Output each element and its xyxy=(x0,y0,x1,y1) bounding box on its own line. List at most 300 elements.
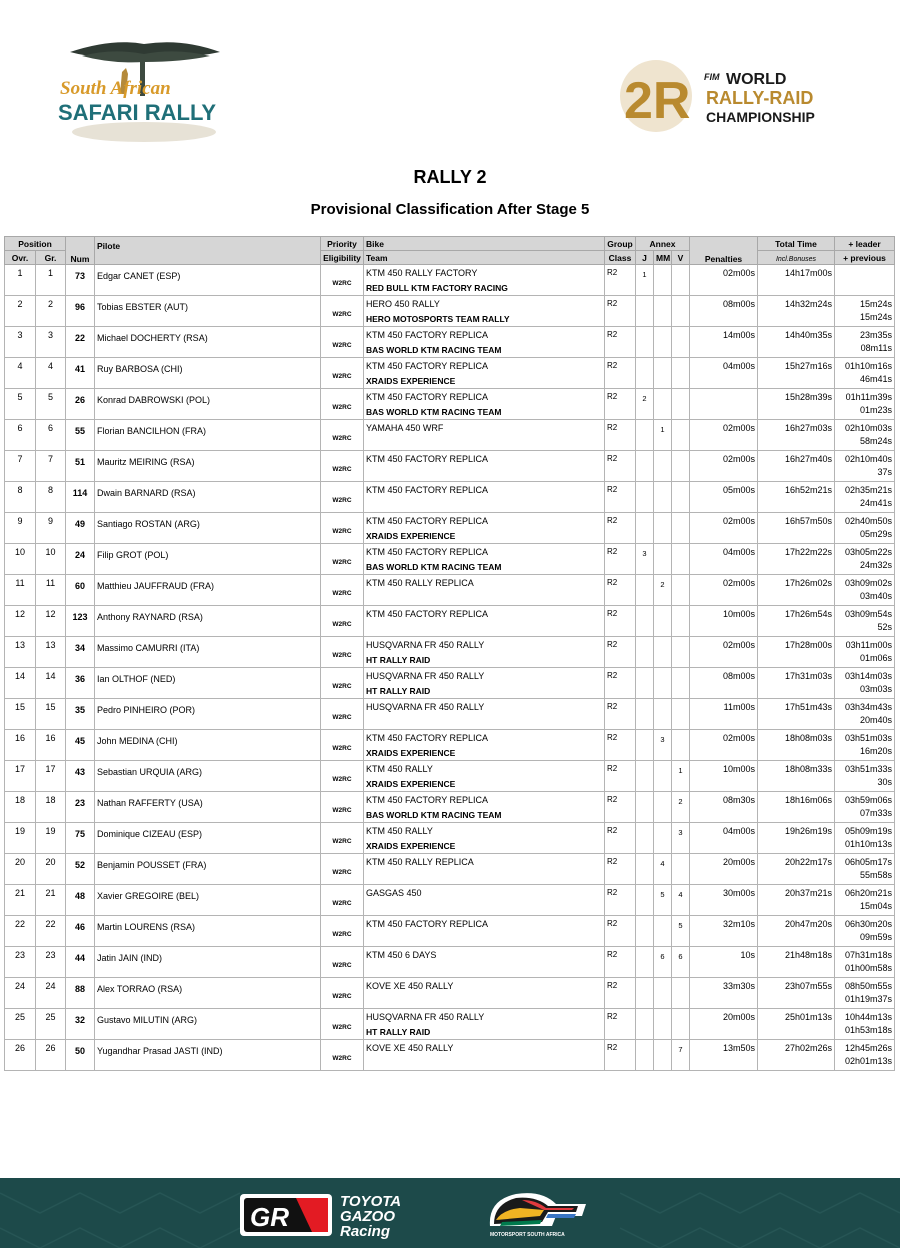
gap-leader: 05h09m19s xyxy=(844,826,892,836)
group-class: R2 xyxy=(605,575,636,606)
header-priority: Priority xyxy=(321,237,364,251)
gap-previous: 55m58s xyxy=(859,870,892,880)
annex-v xyxy=(672,389,690,420)
bike-name: KTM 450 6 DAYS xyxy=(366,950,437,960)
bike-team-cell xyxy=(364,544,605,575)
eligibility-cell xyxy=(321,265,364,296)
eligibility-cell xyxy=(321,978,364,1009)
total-time: 20h47m20s xyxy=(758,916,835,947)
group-class: R2 xyxy=(605,544,636,575)
table-row xyxy=(5,1040,895,1071)
pilote-cell xyxy=(95,451,321,482)
pilote-cell xyxy=(95,482,321,513)
pilote-name: Gustavo MILUTIN (ARG) xyxy=(97,1015,198,1025)
annex-mm xyxy=(654,389,672,420)
gap-previous: 15m04s xyxy=(859,901,892,911)
gap-cell xyxy=(835,668,895,699)
gap-previous: 01m23s xyxy=(859,405,892,415)
group-position: 19 xyxy=(36,823,66,854)
group-class: R2 xyxy=(605,854,636,885)
table-row xyxy=(5,947,895,978)
total-time: 16h27m03s xyxy=(758,420,835,451)
table-row xyxy=(5,451,895,482)
race-number: 32 xyxy=(66,1009,95,1040)
penalties: 13m50s xyxy=(690,1040,758,1071)
total-time: 15h28m39s xyxy=(758,389,835,420)
pilote-cell xyxy=(95,823,321,854)
eligibility-badge: W2RC xyxy=(332,776,352,783)
gap-previous: 15m24s xyxy=(859,312,892,322)
bike-team-cell xyxy=(364,916,605,947)
annex-mm xyxy=(654,978,672,1009)
header-total-time: Total Time xyxy=(758,237,835,251)
table-row xyxy=(5,854,895,885)
race-number: 55 xyxy=(66,420,95,451)
gap-cell xyxy=(835,854,895,885)
group-position: 15 xyxy=(36,699,66,730)
pilote-cell xyxy=(95,327,321,358)
total-time: 18h08m03s xyxy=(758,730,835,761)
eligibility-badge: W2RC xyxy=(332,342,352,349)
annex-j xyxy=(636,420,654,451)
group-class: R2 xyxy=(605,823,636,854)
pilote-cell xyxy=(95,1009,321,1040)
eligibility-cell xyxy=(321,544,364,575)
table-row xyxy=(5,482,895,513)
table-row xyxy=(5,916,895,947)
group-position: 18 xyxy=(36,792,66,823)
gap-leader: 06h20m21s xyxy=(844,888,892,898)
svg-text:CHAMPIONSHIP: CHAMPIONSHIP xyxy=(706,109,815,125)
annex-mm xyxy=(654,544,672,575)
gap-leader: 10h44m13s xyxy=(844,1012,892,1022)
table-row xyxy=(5,358,895,389)
group-class: R2 xyxy=(605,389,636,420)
group-class: R2 xyxy=(605,1009,636,1040)
pilote-name: Alex TORRAO (RSA) xyxy=(97,984,183,994)
eligibility-cell xyxy=(321,792,364,823)
penalties: 02m00s xyxy=(690,265,758,296)
eligibility-badge: W2RC xyxy=(332,528,352,535)
eligibility-cell xyxy=(321,606,364,637)
bike-team-cell xyxy=(364,575,605,606)
pilote-name: Massimo CAMURRI (ITA) xyxy=(97,643,200,653)
pilote-cell xyxy=(95,296,321,327)
world-rally-raid-championship-logo xyxy=(618,52,838,144)
race-number: 45 xyxy=(66,730,95,761)
penalties xyxy=(690,389,758,420)
annex-mm xyxy=(654,1040,672,1071)
bike-team-cell xyxy=(364,389,605,420)
annex-mm xyxy=(654,606,672,637)
penalties: 20m00s xyxy=(690,1009,758,1040)
overall-position: 15 xyxy=(5,699,36,730)
penalties: 11m00s xyxy=(690,699,758,730)
pilote-name: Filip GROT (POL) xyxy=(97,550,169,560)
gap-cell xyxy=(835,823,895,854)
header-mm: MM xyxy=(654,251,672,265)
pilote-cell xyxy=(95,575,321,606)
annex-mm xyxy=(654,637,672,668)
gap-previous: 05m29s xyxy=(859,529,892,539)
bike-team-cell xyxy=(364,637,605,668)
svg-text:GAZOO: GAZOO xyxy=(340,1208,395,1225)
penalties: 02m00s xyxy=(690,575,758,606)
pilote-name: Xavier GREGOIRE (BEL) xyxy=(97,891,200,901)
group-position: 5 xyxy=(36,389,66,420)
bike-name: GASGAS 450 xyxy=(366,888,422,898)
bike-name: KTM 450 FACTORY REPLICA xyxy=(366,485,489,495)
svg-text:WORLD: WORLD xyxy=(726,71,787,88)
table-row xyxy=(5,1009,895,1040)
group-position: 14 xyxy=(36,668,66,699)
eligibility-badge: W2RC xyxy=(332,962,352,969)
pilote-cell xyxy=(95,699,321,730)
table-row xyxy=(5,606,895,637)
gap-cell xyxy=(835,420,895,451)
eligibility-badge: W2RC xyxy=(332,1024,352,1031)
race-number: 123 xyxy=(66,606,95,637)
header-bike: Bike xyxy=(364,237,605,251)
gap-previous: 01h00m58s xyxy=(844,963,892,973)
pilote-name: Santiago ROSTAN (ARG) xyxy=(97,519,200,529)
eligibility-badge: W2RC xyxy=(332,621,352,628)
eligibility-cell xyxy=(321,358,364,389)
group-class: R2 xyxy=(605,513,636,544)
header-j: J xyxy=(636,251,654,265)
annex-j: 3 xyxy=(636,544,654,575)
gap-cell xyxy=(835,606,895,637)
table-row xyxy=(5,296,895,327)
penalties: 04m00s xyxy=(690,358,758,389)
team-name: XRAIDS EXPERIENCE xyxy=(366,376,456,386)
pilote-name: Ruy BARBOSA (CHI) xyxy=(97,364,183,374)
bike-team-cell xyxy=(364,420,605,451)
table-row xyxy=(5,265,895,296)
gap-leader: 02h40m50s xyxy=(844,516,892,526)
overall-position: 18 xyxy=(5,792,36,823)
annex-mm xyxy=(654,699,672,730)
eligibility-badge: W2RC xyxy=(332,714,352,721)
gap-cell xyxy=(835,575,895,606)
gap-previous: 03m40s xyxy=(859,591,892,601)
pilote-cell xyxy=(95,544,321,575)
pilote-name: Anthony RAYNARD (RSA) xyxy=(97,612,203,622)
gap-leader: 15m24s xyxy=(859,299,892,309)
penalties: 32m10s xyxy=(690,916,758,947)
team-name: XRAIDS EXPERIENCE xyxy=(366,841,456,851)
annex-mm xyxy=(654,916,672,947)
penalties: 14m00s xyxy=(690,327,758,358)
annex-j xyxy=(636,1040,654,1071)
bike-team-cell xyxy=(364,296,605,327)
eligibility-cell xyxy=(321,513,364,544)
eligibility-badge: W2RC xyxy=(332,1055,352,1062)
group-position: 9 xyxy=(36,513,66,544)
annex-j xyxy=(636,916,654,947)
group-class: R2 xyxy=(605,358,636,389)
page-subtitle: Provisional Classification After Stage 5 xyxy=(310,201,590,218)
pilote-name: Jatin JAIN (IND) xyxy=(97,953,163,963)
eligibility-badge: W2RC xyxy=(332,900,352,907)
race-number: 88 xyxy=(66,978,95,1009)
header-gr: Gr. xyxy=(36,251,66,265)
classification-body xyxy=(5,265,895,1071)
bike-name: KOVE XE 450 RALLY xyxy=(366,981,454,991)
overall-position: 10 xyxy=(5,544,36,575)
pilote-cell xyxy=(95,947,321,978)
bike-name: KTM 450 RALLY REPLICA xyxy=(366,857,474,867)
race-number: 35 xyxy=(66,699,95,730)
eligibility-badge: W2RC xyxy=(332,869,352,876)
overall-position: 16 xyxy=(5,730,36,761)
team-name: HT RALLY RAID xyxy=(366,655,431,665)
annex-mm xyxy=(654,668,672,699)
overall-position: 7 xyxy=(5,451,36,482)
header-v: V xyxy=(672,251,690,265)
pilote-cell xyxy=(95,358,321,389)
header-penalties: Penalties xyxy=(690,237,758,265)
group-class: R2 xyxy=(605,420,636,451)
gap-leader: 03h05m22s xyxy=(844,547,892,557)
table-row xyxy=(5,513,895,544)
total-time: 21h48m18s xyxy=(758,947,835,978)
gap-previous: 07m33s xyxy=(859,808,892,818)
eligibility-cell xyxy=(321,451,364,482)
gap-cell xyxy=(835,544,895,575)
gap-cell xyxy=(835,947,895,978)
gap-previous: 52s xyxy=(877,622,892,632)
pilote-name: Benjamin POUSSET (FRA) xyxy=(97,860,207,870)
overall-position: 5 xyxy=(5,389,36,420)
total-time: 18h16m06s xyxy=(758,792,835,823)
bike-name: KTM 450 FACTORY REPLICA xyxy=(366,733,489,743)
team-name: HT RALLY RAID xyxy=(366,1027,431,1037)
group-class: R2 xyxy=(605,265,636,296)
bike-team-cell xyxy=(364,761,605,792)
gap-previous: 37s xyxy=(877,467,892,477)
annex-v xyxy=(672,420,690,451)
bike-name: KTM 450 FACTORY REPLICA xyxy=(366,609,489,619)
overall-position: 2 xyxy=(5,296,36,327)
team-name: XRAIDS EXPERIENCE xyxy=(366,779,456,789)
header-ovr: Ovr. xyxy=(5,251,36,265)
gap-leader: 03h51m03s xyxy=(844,733,892,743)
gap-leader: 03h14m03s xyxy=(844,671,892,681)
total-time: 14h17m00s xyxy=(758,265,835,296)
race-number: 51 xyxy=(66,451,95,482)
group-class: R2 xyxy=(605,482,636,513)
total-time: 27h02m26s xyxy=(758,1040,835,1071)
svg-text:FIM: FIM xyxy=(704,72,720,82)
group-position: 12 xyxy=(36,606,66,637)
gap-leader: 23m35s xyxy=(859,330,892,340)
bike-name: HUSQVARNA FR 450 RALLY xyxy=(366,1012,485,1022)
gap-cell xyxy=(835,885,895,916)
penalties: 08m00s xyxy=(690,296,758,327)
svg-text:2R: 2R xyxy=(624,72,691,130)
team-name: HT RALLY RAID xyxy=(366,686,431,696)
group-class: R2 xyxy=(605,885,636,916)
race-number: 114 xyxy=(66,482,95,513)
annex-v: 1 xyxy=(672,761,690,792)
annex-mm xyxy=(654,761,672,792)
pilote-cell xyxy=(95,916,321,947)
race-number: 50 xyxy=(66,1040,95,1071)
gap-leader: 07h31m18s xyxy=(844,950,892,960)
total-time: 20h22m17s xyxy=(758,854,835,885)
gap-leader: 06h05m17s xyxy=(844,857,892,867)
eligibility-cell xyxy=(321,947,364,978)
race-number: 96 xyxy=(66,296,95,327)
annex-mm xyxy=(654,1009,672,1040)
bike-name: KTM 450 RALLY xyxy=(366,826,433,836)
annex-j xyxy=(636,854,654,885)
eligibility-cell xyxy=(321,761,364,792)
gap-cell xyxy=(835,482,895,513)
overall-position: 14 xyxy=(5,668,36,699)
table-row xyxy=(5,978,895,1009)
group-class: R2 xyxy=(605,1040,636,1071)
table-row xyxy=(5,668,895,699)
header-row-1 xyxy=(5,237,895,251)
eligibility-badge: W2RC xyxy=(332,590,352,597)
gap-leader: 06h30m20s xyxy=(844,919,892,929)
penalties: 02m00s xyxy=(690,513,758,544)
annex-mm: 1 xyxy=(654,420,672,451)
total-time: 19h26m19s xyxy=(758,823,835,854)
team-name: HERO MOTOSPORTS TEAM RALLY xyxy=(366,314,510,324)
bike-team-cell xyxy=(364,854,605,885)
gap-cell xyxy=(835,327,895,358)
race-number: 46 xyxy=(66,916,95,947)
race-number: 23 xyxy=(66,792,95,823)
overall-position: 13 xyxy=(5,637,36,668)
overall-position: 1 xyxy=(5,265,36,296)
annex-j xyxy=(636,761,654,792)
svg-text:RALLY-RAID: RALLY-RAID xyxy=(706,88,814,108)
overall-position: 21 xyxy=(5,885,36,916)
gap-previous: 01h19m37s xyxy=(844,994,892,1004)
header-previous: + previous xyxy=(835,251,895,265)
svg-text:MOTORSPORT SOUTH AFRICA: MOTORSPORT SOUTH AFRICA xyxy=(490,1232,565,1238)
overall-position: 24 xyxy=(5,978,36,1009)
toyota-gazoo-racing-logo xyxy=(238,1188,438,1240)
annex-v xyxy=(672,637,690,668)
team-name: BAS WORLD KTM RACING TEAM xyxy=(366,345,502,355)
annex-j xyxy=(636,978,654,1009)
total-time: 23h07m55s xyxy=(758,978,835,1009)
race-number: 48 xyxy=(66,885,95,916)
eligibility-cell xyxy=(321,1040,364,1071)
bike-name: KTM 450 FACTORY REPLICA xyxy=(366,392,489,402)
race-number: 41 xyxy=(66,358,95,389)
pilote-name: Dominique CIZEAU (ESP) xyxy=(97,829,203,839)
svg-text:South African: South African xyxy=(60,78,171,99)
eligibility-cell xyxy=(321,327,364,358)
group-class: R2 xyxy=(605,761,636,792)
race-number: 73 xyxy=(66,265,95,296)
total-time: 16h57m50s xyxy=(758,513,835,544)
group-position: 16 xyxy=(36,730,66,761)
bike-name: KTM 450 FACTORY REPLICA xyxy=(366,454,489,464)
bike-team-cell xyxy=(364,885,605,916)
eligibility-cell xyxy=(321,668,364,699)
total-time: 18h08m33s xyxy=(758,761,835,792)
bike-name: KTM 450 FACTORY REPLICA xyxy=(366,795,489,805)
group-position: 11 xyxy=(36,575,66,606)
annex-v xyxy=(672,730,690,761)
gap-previous: 30s xyxy=(877,777,892,787)
penalties: 04m00s xyxy=(690,823,758,854)
annex-mm: 4 xyxy=(654,854,672,885)
pilote-cell xyxy=(95,606,321,637)
gap-cell xyxy=(835,1009,895,1040)
annex-j xyxy=(636,823,654,854)
pilote-cell xyxy=(95,854,321,885)
overall-position: 22 xyxy=(5,916,36,947)
annex-j xyxy=(636,1009,654,1040)
bike-name: KTM 450 RALLY xyxy=(366,764,433,774)
total-time: 14h40m35s xyxy=(758,327,835,358)
bike-team-cell xyxy=(364,668,605,699)
overall-position: 17 xyxy=(5,761,36,792)
bike-team-cell xyxy=(364,1040,605,1071)
table-row xyxy=(5,761,895,792)
annex-j xyxy=(636,358,654,389)
race-number: 60 xyxy=(66,575,95,606)
bike-team-cell xyxy=(364,730,605,761)
eligibility-cell xyxy=(321,389,364,420)
pilote-name: Mauritz MEIRING (RSA) xyxy=(97,457,195,467)
gap-cell xyxy=(835,916,895,947)
annex-j xyxy=(636,885,654,916)
table-row xyxy=(5,544,895,575)
bike-name: HUSQVARNA FR 450 RALLY xyxy=(366,702,485,712)
bike-name: KTM 450 FACTORY REPLICA xyxy=(366,547,489,557)
race-number: 22 xyxy=(66,327,95,358)
table-row xyxy=(5,327,895,358)
bike-team-cell xyxy=(364,978,605,1009)
pilote-cell xyxy=(95,792,321,823)
annex-v xyxy=(672,265,690,296)
total-time: 14h32m24s xyxy=(758,296,835,327)
penalties: 02m00s xyxy=(690,730,758,761)
gap-previous: 08m11s xyxy=(860,343,892,353)
gap-previous: 24m41s xyxy=(859,498,892,508)
eligibility-cell xyxy=(321,482,364,513)
eligibility-badge: W2RC xyxy=(332,435,352,442)
annex-j xyxy=(636,947,654,978)
annex-j xyxy=(636,575,654,606)
gap-leader: 03h09m02s xyxy=(844,578,892,588)
annex-mm xyxy=(654,823,672,854)
gap-cell xyxy=(835,1040,895,1071)
gap-previous: 24m32s xyxy=(859,560,892,570)
header-incl-bonuses-text: Incl.Bonuses xyxy=(775,255,817,263)
annex-v xyxy=(672,296,690,327)
annex-mm: 3 xyxy=(654,730,672,761)
eligibility-badge: W2RC xyxy=(332,311,352,318)
pilote-cell xyxy=(95,420,321,451)
bike-team-cell xyxy=(364,792,605,823)
gap-previous: 01h10m13s xyxy=(844,839,892,849)
table-row xyxy=(5,575,895,606)
annex-v xyxy=(672,854,690,885)
gap-cell xyxy=(835,637,895,668)
header-position: Position xyxy=(5,237,66,251)
annex-j xyxy=(636,451,654,482)
